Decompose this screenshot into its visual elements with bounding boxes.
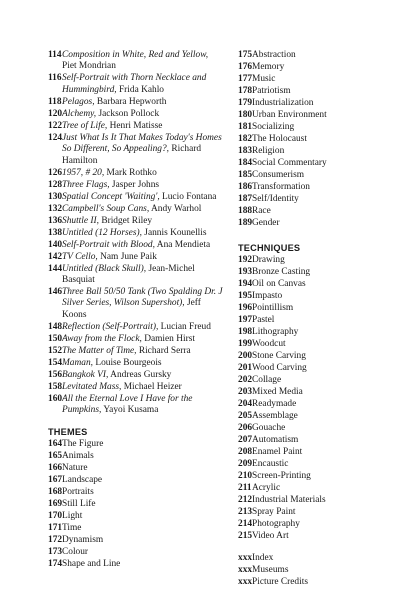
artist-name: Lucio Fontana	[162, 191, 217, 202]
page-number: 168	[48, 486, 63, 497]
artist-name: Richard Hamilton	[62, 144, 202, 166]
technique-entry	[238, 387, 388, 398]
artwork-text	[62, 240, 224, 251]
artwork-text	[62, 382, 224, 393]
artist-name: Louise Bourgeois	[95, 357, 162, 368]
page-number: 156	[48, 369, 63, 380]
theme-entry	[238, 62, 388, 73]
artwork-entry	[48, 370, 224, 381]
page-number: 196	[238, 303, 253, 314]
artwork-entry	[48, 394, 224, 417]
theme-entry-label: Portraits	[62, 486, 94, 497]
artwork-text	[62, 50, 224, 73]
theme-entry	[48, 439, 224, 450]
artwork-title: Just What Is It That Makes Today's Homes So Different, So Appealing?,	[62, 132, 222, 155]
page-number: 210	[238, 471, 253, 482]
page-number: 116	[48, 73, 62, 84]
artwork-entry	[48, 73, 224, 96]
artist-name: Nam June Paik	[100, 251, 157, 262]
technique-entry	[238, 399, 388, 410]
technique-entry-label: Bronze Casting	[252, 267, 311, 278]
technique-entry-label: Oil on Canvas	[252, 279, 306, 290]
technique-entry	[238, 315, 388, 326]
page-number: 181	[238, 122, 253, 132]
artwork-title: Levitated Mass,	[62, 381, 122, 392]
page-number: 144	[48, 263, 63, 274]
artwork-entry	[48, 240, 224, 251]
technique-entry-label: Video Art	[252, 531, 289, 542]
theme-entry	[48, 487, 224, 498]
theme-entry-label: Memory	[252, 62, 285, 72]
page-number: 175	[238, 50, 253, 60]
page-number: 183	[238, 146, 253, 156]
technique-entry-label: Impasto	[252, 291, 283, 302]
page-number: 209	[238, 459, 253, 470]
page-number: 182	[238, 134, 253, 144]
technique-entry-label: Encaustic	[252, 459, 289, 470]
page-number: 158	[48, 381, 63, 392]
artist-name: Andreas Gursky	[110, 369, 172, 380]
theme-entry-label: Colour	[62, 546, 89, 557]
left-column	[48, 50, 224, 571]
backmatter-entry	[238, 553, 388, 564]
techniques-heading: TECHNIQUES	[238, 243, 301, 254]
page-number: 207	[238, 435, 253, 446]
artwork-title: Bangkok VI,	[62, 369, 109, 380]
page-number: 142	[48, 251, 63, 262]
page-number: 140	[48, 239, 63, 250]
artwork-title: Reflection (Self-Portrait),	[62, 321, 159, 332]
page-number: 138	[48, 227, 63, 238]
artwork-text	[62, 216, 224, 227]
theme-entry-label: Time	[62, 522, 82, 533]
artwork-title: TV Cello,	[62, 251, 98, 262]
page-number: xxx	[238, 577, 253, 588]
technique-entry	[238, 375, 388, 386]
page-number: 148	[48, 321, 63, 332]
theme-entry	[238, 194, 388, 205]
theme-entry-label: Animals	[62, 450, 94, 461]
artwork-text	[62, 394, 224, 417]
artwork-text	[62, 346, 224, 357]
page-number: 152	[48, 345, 63, 356]
technique-entry-label: Screen-Printing	[252, 471, 311, 482]
artwork-text	[62, 192, 224, 203]
page-number: 118	[48, 96, 62, 107]
artwork-title: Three Ball 50/50 Tank (Two Spalding Dr. J Silver Series, Wilson Supershot),	[62, 287, 223, 309]
theme-entry-label: Dynamism	[62, 534, 104, 545]
artist-name: Bridget Riley	[101, 215, 153, 226]
artwork-title: The Matter of Time,	[62, 345, 137, 356]
artist-name: Ana Mendieta	[156, 239, 211, 250]
page-number: 130	[48, 191, 63, 202]
theme-entry	[48, 535, 224, 546]
technique-entry	[238, 435, 388, 446]
artwork-entry	[48, 97, 224, 108]
artwork-entry	[48, 358, 224, 369]
page-number: 165	[48, 450, 63, 461]
artwork-text	[62, 264, 224, 287]
theme-entry	[48, 511, 224, 522]
technique-entry	[238, 411, 388, 422]
artwork-title: Campbell's Soup Cans,	[62, 203, 150, 214]
artist-name: Michael Heizer	[123, 381, 182, 392]
theme-entry	[238, 170, 388, 181]
theme-entry	[238, 146, 388, 157]
artwork-text	[62, 97, 224, 108]
page-number: 170	[48, 510, 63, 521]
artist-name: Jasper Johns	[111, 179, 160, 190]
artwork-entry	[48, 216, 224, 227]
technique-entry-label: Drawing	[252, 255, 285, 266]
page-number: 172	[48, 534, 63, 545]
technique-entry	[238, 327, 388, 338]
technique-entry-label: Lithography	[252, 327, 299, 338]
themes-list-right	[238, 50, 388, 229]
technique-entry	[238, 279, 388, 290]
artist-name: Yayoi Kusama	[103, 405, 159, 416]
artwork-title: Spatial Concept 'Waiting',	[62, 191, 160, 202]
artwork-title: Untitled (Black Skull),	[62, 263, 147, 274]
artist-name: Jannis Kounellis	[144, 227, 207, 238]
artwork-title: Pelagos,	[62, 96, 95, 107]
technique-entry-label: Readymade	[252, 399, 297, 410]
page-number: 177	[238, 74, 253, 84]
artwork-entry	[48, 180, 224, 191]
page-number: 164	[48, 438, 63, 449]
theme-entry-label: Light	[62, 510, 83, 521]
page-number: 206	[238, 423, 253, 434]
artist-name: Andy Warhol	[151, 203, 202, 214]
theme-entry-label: Industrialization	[252, 98, 314, 108]
technique-entry-label: Pastel	[252, 315, 275, 326]
page-number: xxx	[238, 553, 253, 564]
artwork-entry	[48, 168, 224, 179]
artwork-title: Away from the Flock,	[62, 333, 142, 344]
artwork-entry	[48, 346, 224, 357]
page-number: 186	[238, 182, 253, 192]
theme-entry-label: Gender	[252, 218, 280, 228]
artwork-title: Tree of Life,	[62, 120, 108, 131]
technique-entry	[238, 423, 388, 434]
artwork-text	[62, 287, 224, 321]
backmatter-entry-label: Museums	[252, 565, 289, 576]
technique-entry	[238, 255, 388, 266]
page-number: 167	[48, 474, 63, 485]
artwork-entry	[48, 228, 224, 239]
techniques-list	[238, 255, 388, 542]
technique-entry-label: Woodcut	[252, 339, 286, 350]
theme-entry-label: Landscape	[62, 474, 103, 485]
technique-entry-label: Collage	[252, 375, 282, 386]
backmatter-entry	[238, 577, 388, 588]
technique-entry-label: Mixed Media	[252, 387, 303, 398]
themes-list-left	[48, 439, 224, 570]
theme-entry-label: Music	[252, 74, 276, 84]
page-number: 193	[238, 267, 253, 278]
page-number: 197	[238, 315, 253, 326]
theme-entry	[238, 182, 388, 193]
artist-name: Lucian Freud	[160, 321, 211, 332]
technique-entry	[238, 471, 388, 482]
artist-name: Jackson Pollock	[98, 108, 160, 119]
theme-entry-label: Still Life	[62, 498, 96, 509]
backmatter-list	[238, 553, 388, 588]
page-number: 187	[238, 194, 253, 204]
technique-entry	[238, 267, 388, 278]
page-number: 192	[238, 255, 253, 266]
page-number: 185	[238, 170, 253, 180]
artwork-entry	[48, 322, 224, 333]
artwork-text	[62, 370, 224, 381]
page-number: 173	[48, 546, 63, 557]
theme-entry-label: The Figure	[62, 438, 104, 449]
artwork-title: Shuttle II,	[62, 215, 99, 226]
page-number: 174	[48, 558, 63, 569]
technique-entry	[238, 519, 388, 530]
page-number: 201	[238, 363, 253, 374]
artwork-title: Untitled (12 Horses),	[62, 227, 142, 238]
theme-entry	[238, 218, 388, 229]
theme-entry	[238, 122, 388, 133]
theme-entry-label: Socializing	[252, 122, 295, 132]
artwork-title: Self-Portrait with Thorn Necklace and Hummingbird,	[62, 73, 207, 95]
artwork-title: Maman,	[62, 357, 93, 368]
page-number: 166	[48, 462, 63, 473]
artwork-text	[62, 358, 224, 369]
technique-entry-label: Assemblage	[252, 411, 298, 422]
technique-entry-label: Acrylic	[252, 483, 281, 494]
technique-entry	[238, 531, 388, 542]
artwork-entry	[48, 192, 224, 203]
page-number: 136	[48, 215, 63, 226]
artwork-title: Alchemy,	[62, 108, 97, 119]
theme-entry-label: Abstraction	[252, 50, 296, 60]
theme-entry	[238, 134, 388, 145]
page-number: 122	[48, 120, 63, 131]
page-number: 203	[238, 387, 253, 398]
artwork-text	[62, 204, 224, 215]
artwork-entry	[48, 382, 224, 393]
page-number: 171	[48, 522, 63, 533]
technique-entry	[238, 447, 388, 458]
theme-entry-label: Transformation	[252, 182, 310, 192]
theme-entry	[238, 98, 388, 109]
theme-entry-label: Self/Identity	[252, 194, 299, 204]
page-number: 194	[238, 279, 253, 290]
page-number: 154	[48, 357, 63, 368]
technique-entry-label: Enamel Paint	[252, 447, 303, 458]
technique-entry	[238, 351, 388, 362]
page-number: xxx	[238, 565, 253, 576]
technique-entry-label: Spray Paint	[252, 507, 296, 518]
technique-entry-label: Automatism	[252, 435, 299, 446]
theme-entry	[48, 523, 224, 534]
theme-entry	[48, 475, 224, 486]
artist-name: Jean-Michel Basquiat	[62, 263, 195, 286]
technique-entry-label: Wood Carving	[252, 363, 307, 374]
technique-entry-label: Pointillism	[252, 303, 294, 314]
theme-entry	[48, 559, 224, 570]
theme-entry	[48, 547, 224, 558]
themes-heading: THEMES	[48, 426, 88, 437]
technique-entry	[238, 363, 388, 374]
technique-entry-label: Gouache	[252, 423, 286, 434]
page-number: 184	[238, 158, 253, 168]
artwork-title: All the Eternal Love I Have for the Pumpkins,	[62, 393, 193, 416]
spacer	[238, 543, 388, 553]
artwork-entry	[48, 50, 224, 73]
page-number: 188	[238, 206, 253, 216]
artwork-title: Self-Portrait with Blood,	[62, 239, 155, 250]
page-number: 200	[238, 351, 253, 362]
page-number: 169	[48, 498, 63, 509]
page-number: 212	[238, 495, 253, 506]
page-number: 215	[238, 531, 253, 542]
artwork-title: Composition in White, Red and Yellow,	[62, 50, 209, 60]
page-number: 180	[238, 110, 253, 120]
theme-entry-label: Social Commentary	[252, 158, 327, 168]
page-number: 146	[48, 287, 63, 298]
page-number: 126	[48, 167, 63, 178]
backmatter-entry-label: Picture Credits	[252, 577, 308, 588]
technique-entry	[238, 459, 388, 470]
page-number: 204	[238, 399, 253, 410]
artwork-text	[62, 121, 224, 132]
artist-name: Henri Matisse	[109, 120, 163, 131]
technique-entry	[238, 339, 388, 350]
page-number: 128	[48, 179, 63, 190]
backmatter-entry-label: Index	[252, 553, 274, 564]
artist-name: Frida Kahlo	[118, 84, 164, 95]
theme-entry-label: Consumerism	[252, 170, 305, 180]
page-number: 160	[48, 393, 63, 404]
theme-entry	[238, 158, 388, 169]
technique-entry	[238, 303, 388, 314]
theme-entry-label: Nature	[62, 462, 88, 473]
theme-entry-label: The Holocaust	[252, 134, 307, 144]
page-number: 176	[238, 62, 253, 72]
artworks-list	[48, 50, 224, 417]
theme-entry-label: Urban Environment	[252, 110, 327, 120]
page-number: 114	[48, 50, 62, 60]
theme-entry	[238, 206, 388, 217]
artwork-entry	[48, 287, 224, 321]
technique-entry-label: Stone Carving	[252, 351, 306, 362]
page-number: 179	[238, 98, 253, 108]
artwork-text	[62, 228, 224, 239]
page-number: 198	[238, 327, 253, 338]
artwork-text	[62, 168, 224, 179]
technique-entry	[238, 291, 388, 302]
artwork-entry	[48, 334, 224, 345]
technique-entry	[238, 495, 388, 506]
artwork-entry	[48, 133, 224, 167]
page-number: 195	[238, 291, 253, 302]
page-number: 124	[48, 132, 63, 143]
page-number: 199	[238, 339, 253, 350]
artwork-entry	[48, 264, 224, 287]
technique-entry	[238, 483, 388, 494]
theme-entry-label: Race	[252, 206, 271, 216]
artwork-title: Three Flags,	[62, 179, 110, 190]
artwork-text	[62, 133, 224, 167]
artist-name: Piet Mondrian	[62, 61, 116, 72]
page-number: 189	[238, 218, 253, 228]
artist-name: Richard Serra	[138, 345, 191, 356]
page-number: 202	[238, 375, 253, 386]
backmatter-entry	[238, 565, 388, 576]
theme-entry-label: Patriotism	[252, 86, 291, 96]
artwork-text	[62, 334, 224, 345]
technique-entry-label: Industrial Materials	[252, 495, 326, 506]
theme-entry-label: Religion	[252, 146, 285, 156]
theme-entry	[48, 499, 224, 510]
artist-name: Damien Hirst	[144, 333, 195, 344]
page-number: 208	[238, 447, 253, 458]
theme-entry	[48, 463, 224, 474]
page-number: 132	[48, 203, 63, 214]
technique-entry-label: Photography	[252, 519, 300, 530]
artwork-text	[62, 252, 224, 263]
artwork-entry	[48, 109, 224, 120]
page-number: 214	[238, 519, 253, 530]
artwork-entry	[48, 121, 224, 132]
artist-name: Jeff Koons	[62, 298, 201, 320]
page-number: 205	[238, 411, 253, 422]
page-number: 178	[238, 86, 253, 96]
artist-name: Barbara Hepworth	[96, 96, 167, 107]
page-number: 213	[238, 507, 253, 518]
technique-entry	[238, 507, 388, 518]
artwork-entry	[48, 252, 224, 263]
theme-entry	[48, 451, 224, 462]
artwork-text	[62, 180, 224, 191]
artwork-text	[62, 73, 224, 96]
theme-entry-label: Shape and Line	[62, 558, 121, 569]
theme-entry	[238, 74, 388, 85]
artwork-entry	[48, 204, 224, 215]
page-number: 120	[48, 108, 63, 119]
theme-entry	[238, 86, 388, 97]
page-number: 150	[48, 333, 63, 344]
page-number: 211	[238, 483, 252, 494]
artist-name: Mark Rothko	[106, 167, 157, 178]
theme-entry	[238, 50, 388, 61]
theme-entry	[238, 110, 388, 121]
artwork-text	[62, 109, 224, 120]
right-column	[238, 50, 388, 589]
artwork-title: 1957, # 20,	[62, 167, 105, 178]
artwork-text	[62, 322, 224, 333]
